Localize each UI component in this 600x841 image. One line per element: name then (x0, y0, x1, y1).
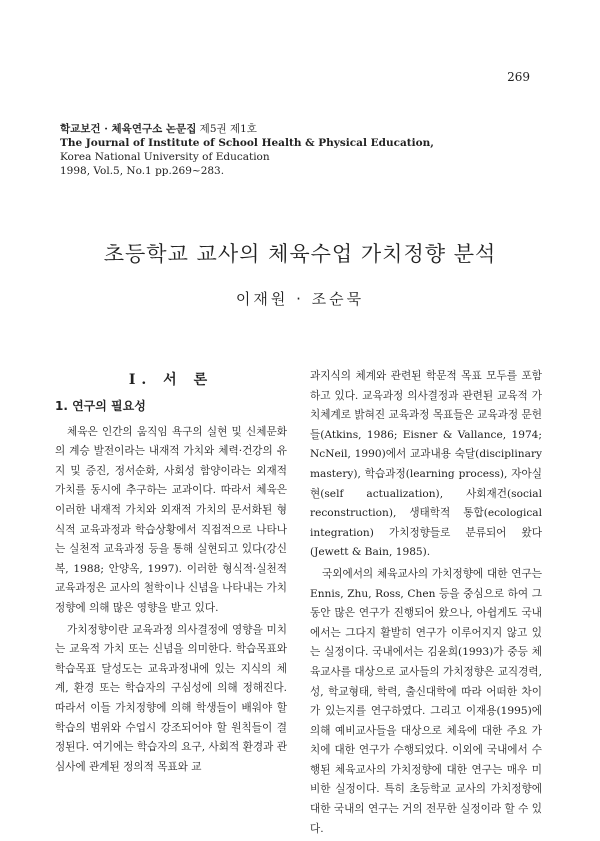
journal-header (60, 122, 434, 178)
journal-citation: 1998, Vol.5, No.1 pp.269~283. (60, 165, 225, 177)
journal-university: Korea National University of Education (60, 151, 270, 163)
body-paragraph: 국외에서의 체육교사의 가치정향에 대한 연구는 Ennis, Zhu, Ross, Chen 등을 중심으로 하여 그 동안 많은 연구가 진행되어 왔으나, 아쉽게도 국내에서는 그다지 활발히 연구가 이루어지지 않고 있는 실정이다. 국내에서는 김윤희(1993)가 중등 체육교사를 대상으로 교사들의 가치정향은 교직경력, 성, 학교형태, 학력, 출신대학에 따라 어떠한 차이가 있는지를 연구하였다. 그리고 이재용(1995)에 의해 예비교사들을 대상으로 체육에 대한 주요 가치에 대한 연구가 수행되었다. 이외에 국내에서 수행된 체육교사의 가치정향에 대한 연구는 매우 미비한 실정이다. 특히 초등학교 교사의 가치정향에 대한 국내의 연구는 거의 전무한 실정이라 할 수 있다. (310, 567, 542, 835)
journal-english-title: The Journal of Institute of School Health & Physical Education, (60, 137, 434, 149)
section-heading: Ⅰ. 서 론 (128, 372, 214, 388)
paper-authors: 이재원 · 조순묵 (235, 290, 365, 308)
subsection-heading: 1. 연구의 필요성 (55, 399, 146, 413)
right-column (310, 367, 542, 841)
body-paragraph: 체육은 인간의 움직임 욕구의 실현 및 신체문화의 계승 발전이라는 내재적 가치와 체력·건강의 유지 및 증진, 정서순화, 사회성 함양이라는 외재적 가치를 동시에 추구하는 교과이다. 따라서 체육은 이러한 내재적 가치와 외재적 가치의 문서화된 형식적 교육과정과 학습상황에서 직접적으로 나타나는 실천적 교육과정 등을 통해 실현되고 있다(강신복, 1988; 안양옥, 1997). 이러한 형식적·실천적 교육과정은 교사의 철학이나 신념을 나타내는 가치정향에 의해 많은 영향을 받고 있다. (55, 425, 287, 614)
body-paragraph: 과지식의 체계와 관련된 학문적 목표 모두를 포함하고 있다. 교육과정 의사결정과 관련된 교육적 가치체계로 밝혀진 교육과정 목표들은 교육과정 문헌들(Atkins, 1986; Eisner & Vallance, 1974; NcNeil, 1990)에서 교과내용 숙달(disciplinary mastery), 학습과정(learning process), 자아실현(self actualization), 사회재건(social reconstruction), 생태학적 통합(ecological integration) 가치정향들로 분류되어 왔다(Jewett & Bain, 1985). (310, 370, 542, 559)
page-number: 269 (507, 70, 530, 84)
left-column (55, 367, 287, 779)
body-paragraph: 가치정향이란 교육과정 의사결정에 영향을 미치는 교육적 가치 또는 신념을 의미한다. 학습목표와 학습목표 달성도는 교육과정내에 있는 지식의 체계, 환경 또는 학습자의 구심성에 의해 정해진다. 따라서 이들 가치정향에 의해 학생들이 배워야 할 학습의 범위와 수업시 강조되어야 할 원칙들이 결정된다. 여기에는 학습자의 요구, 사회적 환경과 관심사에 관계된 정의적 목표와 교 (55, 623, 287, 773)
journal-korean-title: 학교보건 · 체육연구소 논문집 (60, 123, 197, 135)
journal-korean-line (60, 122, 434, 136)
paper-title: 초등학교 교사의 체육수업 가치정향 분석 (103, 242, 497, 266)
journal-volume-korean: 제5권 제1호 (196, 123, 257, 135)
